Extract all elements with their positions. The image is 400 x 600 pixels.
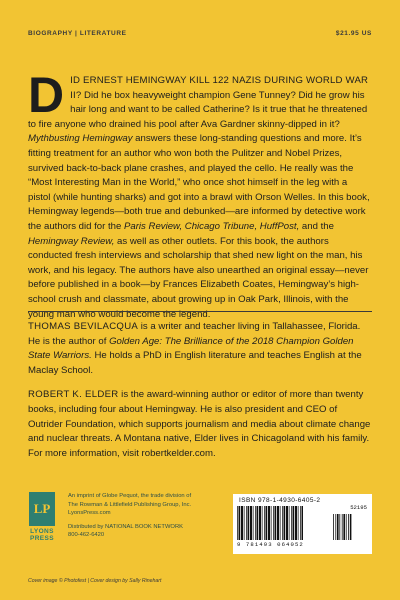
distributor-phone: 800-462-6420 xyxy=(68,532,105,539)
publisher-website: LyonsPress.com xyxy=(68,510,111,517)
author-name: ROBERT K. ELDER xyxy=(28,389,119,401)
ean-barcode-icon xyxy=(237,506,329,540)
drop-cap: D xyxy=(28,67,65,123)
imprint-info: An imprint of Globe Pequot, the trade division of The Rowman & Littlefield Publishing Group, Inc. LyonsPress.com Distributed by NATIONAL BOOK NETWORK 800-462-6420 xyxy=(68,492,218,540)
author-name: THOMAS BEVILACQUA xyxy=(28,321,139,332)
book-title-ref: Mythbusting Hemingway xyxy=(28,133,133,145)
publisher-footer xyxy=(28,492,372,572)
blurb-text-3: and the xyxy=(299,220,334,232)
lp-logo-icon: LP xyxy=(29,492,55,526)
barcode-digits: 9 781493 064052 xyxy=(237,541,304,548)
blurb-text-1: Did he box heavyweight champion Gene Tunney? Did he grow his hair long and want to be called Catherine? Is it true that he threatened to fire anyone who drained his pool after Ava Gardner skinny-dipped in it? xyxy=(28,89,368,130)
category-label: BIOGRAPHY | LITERATURE xyxy=(28,30,127,37)
author-bio-bevilacqua: THOMAS BEVILACQUA is a writer and teacher living in Tallahassee, Florida. He is the author of Golden Age: The Brilliance of the 2018 Champion Golden State Warriors. He holds a PhD in English literature and teaches English at the Maclay School. xyxy=(28,321,362,376)
header-bar xyxy=(28,30,372,37)
cover-credits: Cover image © Photofest | Cover design by Sally Rinehart xyxy=(28,578,162,584)
blurb-text-4: as well as other outlets. For this book, the authors conducted fresh interviews and scholarship that shed new light on the man, his work, and his legacy. The authors have also unearthed an original essay—never before published in a book—by Frances Elizabeth Coates, Hemingway’s high-school crush and classmate, about growing up in Oak Park, Illinois, with the young man who would become the legend. xyxy=(28,235,369,320)
addon-barcode-icon xyxy=(333,514,361,540)
blurb-lead: ID ERNEST HEMINGWAY KILL 122 NAZIS DURING WORLD WAR II? xyxy=(70,75,369,101)
logo-wordmark: LYONS PRESS xyxy=(29,528,55,542)
price-code: 52195 xyxy=(350,504,367,511)
author-bio-elder: ROBERT K. ELDER is the award-winning author or editor of more than twenty books, including four about Hemingway. He is also president and CEO of Outrider Foundation, which supports journalism and media about climate change and nuclear threats. A Montana native, Elder lives in Chicagoland with his family. For more information, visit robertkelder.com. xyxy=(28,389,371,459)
author-book-title: Golden Age: The Brilliance of the 2018 Champion Golden State Warriors. xyxy=(28,335,354,362)
section-divider xyxy=(28,311,372,312)
hemingway-review-ref: Hemingway Review, xyxy=(28,235,115,247)
barcode-block xyxy=(233,494,372,554)
blurb-text-2: answers these long-standing questions and more. It’s fitting treatment for an author who won both the Pulitzer and Nobel Prizes, survived back-to-back plane crashes, and played the cello. He really was the “Most Interesting Man in the World,” who once shot himself in the leg with a pistol (while hunting sharks) and got into a brawl with Orson Welles. In this book, Hemingway legends—both true and debunked—are informed by detective work the authors did for the xyxy=(28,133,370,232)
price-label: $21.95 US xyxy=(335,30,372,37)
isbn-label: ISBN 978-1-4930-6405-2 xyxy=(239,497,321,504)
book-blurb xyxy=(28,67,372,322)
publisher-logo xyxy=(28,492,56,552)
publication-list: Paris Review, Chicago Tribune, HuffPost, xyxy=(124,220,300,232)
author-bios xyxy=(28,320,372,471)
